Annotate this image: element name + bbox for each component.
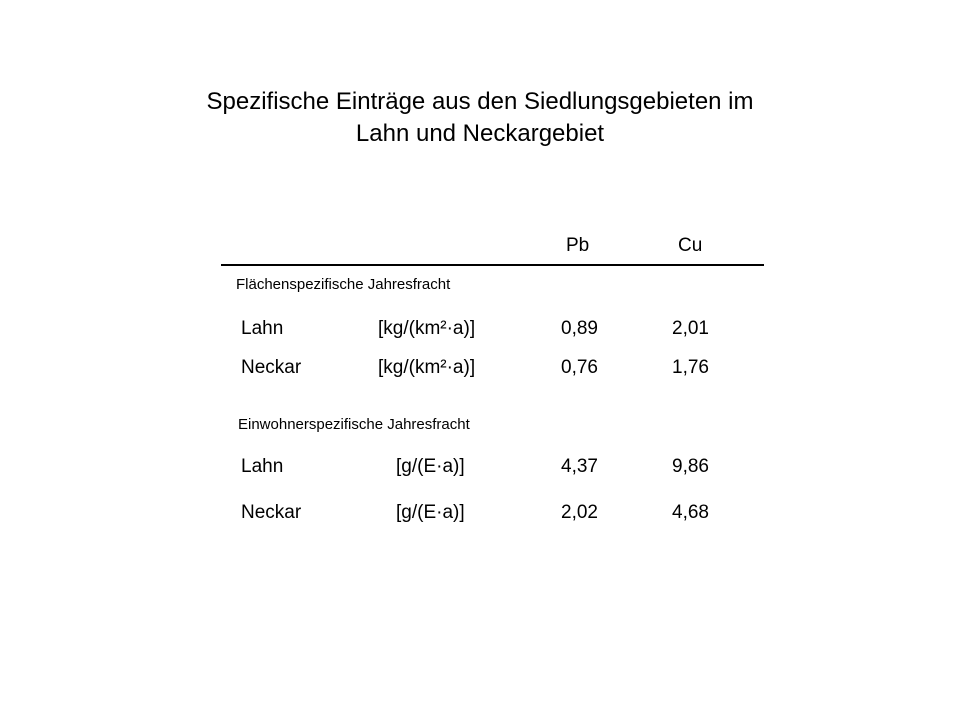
row-lahn-inhabitant-unit: [g/(E·a)]: [396, 456, 465, 477]
row-lahn-inhabitant-name: Lahn: [241, 456, 284, 477]
column-header-pb: Pb: [566, 235, 590, 256]
row-neckar-inhabitant-name: Neckar: [241, 502, 302, 523]
row-lahn-area-name: Lahn: [241, 318, 284, 339]
slide-title: [0, 86, 960, 150]
row-neckar-area-cu: 1,76: [672, 357, 709, 378]
section-heading-inhabitant-specific: Einwohnerspezifische Jahresfracht: [238, 416, 470, 433]
row-neckar-inhabitant-unit: [g/(E·a)]: [396, 502, 465, 523]
row-lahn-inhabitant-pb: 4,37: [561, 456, 598, 477]
row-neckar-inhabitant-cu: 4,68: [672, 502, 709, 523]
slide-title-line-1: Spezifische Einträge aus den Siedlungsgebieten im: [206, 88, 754, 115]
row-lahn-area-cu: 2,01: [672, 318, 709, 339]
row-neckar-area-name: Neckar: [241, 357, 302, 378]
row-lahn-inhabitant-cu: 9,86: [672, 456, 709, 477]
row-lahn-area-unit: [kg/(km²·a)]: [378, 318, 476, 339]
row-neckar-inhabitant-pb: 2,02: [561, 502, 598, 523]
row-neckar-area-pb: 0,76: [561, 357, 598, 378]
section-heading-area-specific: Flächenspezifische Jahresfracht: [236, 276, 451, 293]
slide-title-line-2: Lahn und Neckargebiet: [355, 120, 605, 147]
column-header-cu: Cu: [678, 235, 703, 256]
row-lahn-area-pb: 0,89: [561, 318, 598, 339]
header-divider: [221, 264, 764, 266]
row-neckar-area-unit: [kg/(km²·a)]: [378, 357, 476, 378]
